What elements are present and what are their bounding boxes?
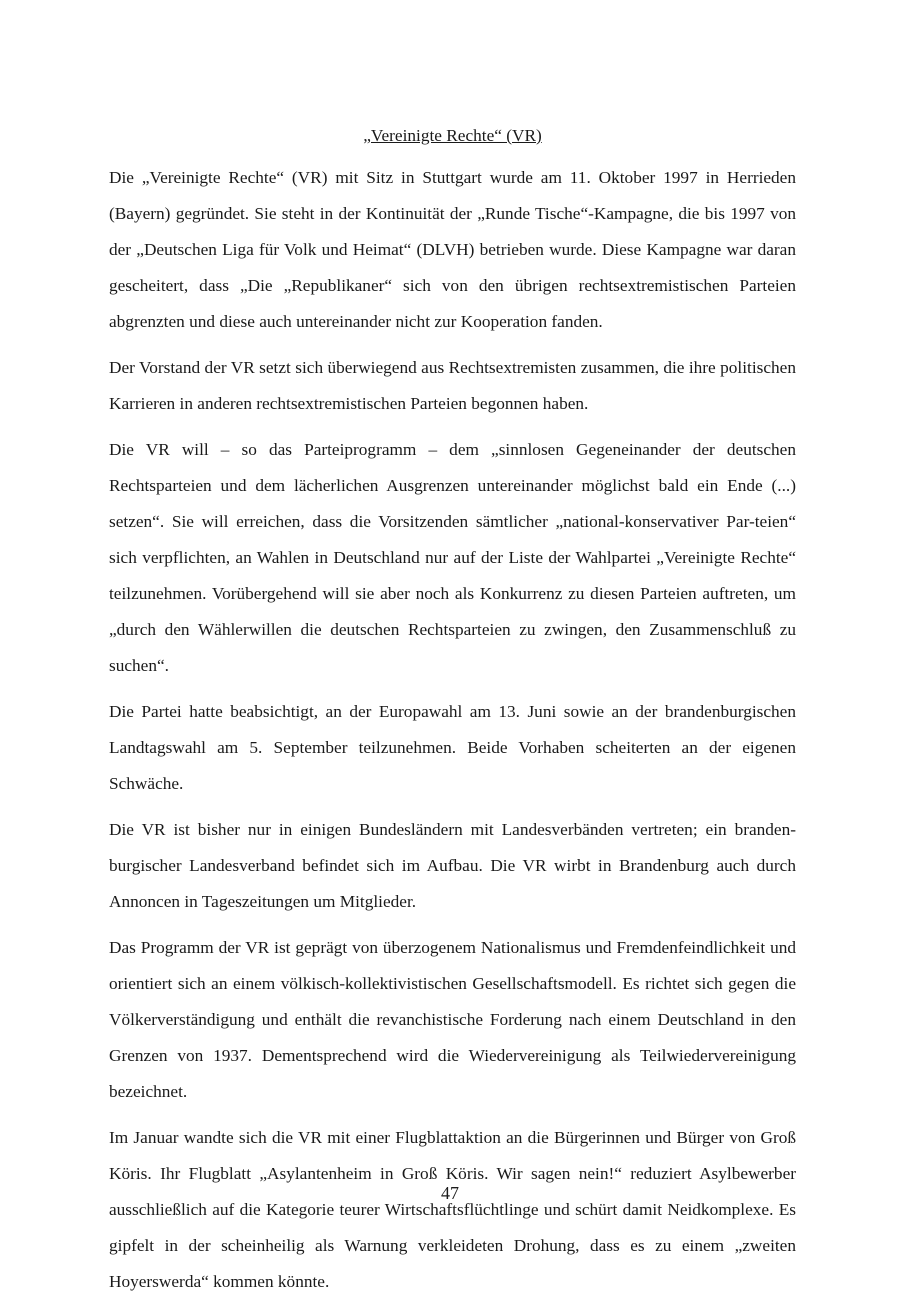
document-body — [109, 122, 796, 1310]
page-number: 47 — [441, 1183, 459, 1203]
paragraph-program-goals: Die VR will – so das Parteiprogramm – dem „sinnlosen Gegeneinander der deutschen Rechtsparteien und dem lächerlichen Ausgrenzen untereinander möglichst bald ein Ende (...) setzen“. Sie will erreichen, dass die Vorsitzenden sämtlicher „national-konservativer Par-teien“ sich verpflichten, an Wahlen in Deutschland nur auf der Liste der Wahlpartei „Vereinigte Rechte“ teilzunehmen. Vorübergehend will sie aber noch als Konkurrenz zu diesen Parteien auftreten, um „durch den Wählerwillen die deutschen Rechtsparteien zu zwingen, den Zusammenschluß zu suchen“. — [109, 440, 796, 675]
paragraph-founding: Die „Vereinigte Rechte“ (VR) mit Sitz in Stuttgart wurde am 11. Oktober 1997 in Herrieden (Bayern) gegründet. Sie steht in der Kontinuität der „Runde Tische“-Kampagne, die bis 1997 von der „Deutschen Liga für Volk und Heimat“ (DLVH) betrieben wurde. Diese Kampagne war daran gescheitert, dass „Die „Republikaner“ sich von den übrigen rechtsextremistischen Parteien abgrenzten und diese auch untereinander nicht zur Kooperation fanden. — [109, 168, 796, 331]
paragraph-regional-associations: Die VR ist bisher nur in einigen Bundesländern mit Landesverbänden vertreten; ein branden-burgischer Landesverband befindet sich im Aufbau. Die VR wirbt in Brandenburg auch durch Annoncen in Tageszeitungen um Mitglieder. — [109, 820, 796, 911]
paragraph-elections: Die Partei hatte beabsichtigt, an der Europawahl am 13. Juni sowie an der brandenburgischen Landtagswahl am 5. September teilzunehmen. Beide Vorhaben scheiterten an der eigenen Schwäche. — [109, 702, 796, 793]
paragraph-leaflet-campaign: Im Januar wandte sich die VR mit einer Flugblattaktion an die Bürgerinnen und Bürger von Groß Köris. Ihr Flugblatt „Asylantenheim in Groß Köris. Wir sagen nein!“ reduziert Asylbewerber ausschließlich auf die Kategorie teurer Wirtschaftsflüchtlinge und schürt damit Neidkomplexe. Es gipfelt in der scheinheilig als Warnung verkleideten Drohung, dass es zu einem „zweiten Hoyerswerda“ kommen könnte. — [109, 1128, 796, 1291]
section-title: „Vereinigte Rechte“ (VR) — [363, 126, 542, 145]
paragraph-ideology: Das Programm der VR ist geprägt von überzogenem Nationalismus und Fremdenfeindlichkeit und orientiert sich an einem völkisch-kollektivistischen Gesellschaftsmodell. Es richtet sich gegen die Völkerverständigung und enthält die revanchistische Forderung nach einem Deutschland in den Grenzen von 1937. Dementsprechend wird die Wiedervereinigung als Teilwiedervereinigung bezeichnet. — [109, 938, 796, 1101]
paragraph-board: Der Vorstand der VR setzt sich überwiegend aus Rechtsextremisten zusammen, die ihre politischen Karrieren in anderen rechtsextremistischen Parteien begonnen haben. — [109, 358, 796, 413]
